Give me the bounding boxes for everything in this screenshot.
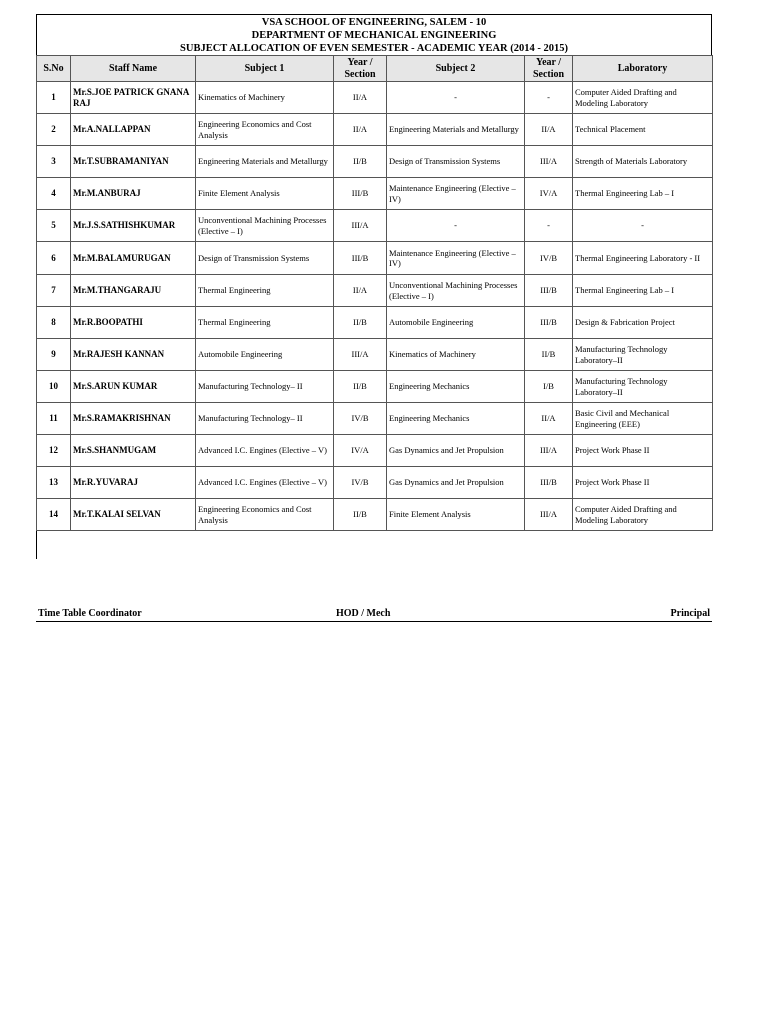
table-row — [37, 114, 713, 146]
laboratory-cell: Thermal Engineering Lab – I — [573, 178, 713, 210]
subject1-cell: Thermal Engineering — [196, 307, 334, 339]
year-section-2-cell: III/B — [525, 275, 573, 307]
table-row — [37, 82, 713, 114]
col-header-subject2: Subject 2 — [387, 56, 525, 82]
sno-cell: 4 — [37, 178, 71, 210]
laboratory-cell: Thermal Engineering Laboratory - II — [573, 242, 713, 275]
laboratory-cell: Technical Placement — [573, 114, 713, 146]
laboratory-cell: Thermal Engineering Lab – I — [573, 275, 713, 307]
year-section-1-cell: IV/B — [334, 403, 387, 435]
table-row — [37, 146, 713, 178]
subject2-cell: Engineering Mechanics — [387, 371, 525, 403]
subject2-cell: Automobile Engineering — [387, 307, 525, 339]
col-header-year-section-1: Year / Section — [334, 56, 387, 82]
year-section-1-cell: II/B — [334, 371, 387, 403]
subject1-cell: Thermal Engineering — [196, 275, 334, 307]
year-section-1-cell: II/B — [334, 146, 387, 178]
subject1-cell: Advanced I.C. Engines (Elective – V) — [196, 467, 334, 499]
sno-cell: 6 — [37, 242, 71, 275]
col-header-year-section-2: Year / Section — [525, 56, 573, 82]
year-section-2-cell: I/B — [525, 371, 573, 403]
sno-cell: 7 — [37, 275, 71, 307]
year-section-2-cell: III/B — [525, 467, 573, 499]
laboratory-cell: Design & Fabrication Project — [573, 307, 713, 339]
table-row — [37, 371, 713, 403]
year-section-2-cell: II/A — [525, 403, 573, 435]
sno-cell: 10 — [37, 371, 71, 403]
subject1-cell: Kinematics of Machinery — [196, 82, 334, 114]
subject1-cell: Design of Transmission Systems — [196, 242, 334, 275]
document-title: SUBJECT ALLOCATION OF EVEN SEMESTER - ACADEMIC YEAR (2014 - 2015) — [180, 43, 568, 54]
col-header-subject1: Subject 1 — [196, 56, 334, 82]
year-section-2-cell: III/A — [525, 146, 573, 178]
table-header-row — [37, 56, 713, 82]
sno-cell: 9 — [37, 339, 71, 371]
subject2-cell: Design of Transmission Systems — [387, 146, 525, 178]
sno-cell: 11 — [37, 403, 71, 435]
department-name: DEPARTMENT OF MECHANICAL ENGINEERING — [251, 30, 497, 41]
sno-cell: 13 — [37, 467, 71, 499]
year-section-1-cell: IV/B — [334, 467, 387, 499]
allocation-table — [36, 55, 713, 531]
subject2-cell: - — [387, 82, 525, 114]
staff-name-cell: Mr.T.KALAI SELVAN — [71, 499, 196, 531]
sno-cell: 1 — [37, 82, 71, 114]
table-row — [37, 307, 713, 339]
staff-name-cell: Mr.A.NALLAPPAN — [71, 114, 196, 146]
laboratory-cell: Basic Civil and Mechanical Engineering (EEE) — [573, 403, 713, 435]
staff-name-cell: Mr.RAJESH KANNAN — [71, 339, 196, 371]
subject1-cell: Manufacturing Technology– II — [196, 403, 334, 435]
subject2-cell: Gas Dynamics and Jet Propulsion — [387, 467, 525, 499]
year-section-2-cell: II/B — [525, 339, 573, 371]
staff-name-cell: Mr.M.ANBURAJ — [71, 178, 196, 210]
subject1-cell: Engineering Materials and Metallurgy — [196, 146, 334, 178]
sno-cell: 2 — [37, 114, 71, 146]
subject2-cell: Finite Element Analysis — [387, 499, 525, 531]
subject2-cell: Unconventional Machining Processes (Elective – I) — [387, 275, 525, 307]
table-row — [37, 467, 713, 499]
year-section-2-cell: II/A — [525, 114, 573, 146]
year-section-2-cell: III/B — [525, 307, 573, 339]
year-section-1-cell: II/B — [334, 307, 387, 339]
year-section-1-cell: IV/A — [334, 435, 387, 467]
year-section-1-cell: II/A — [334, 82, 387, 114]
laboratory-cell: Project Work Phase II — [573, 467, 713, 499]
year-section-1-cell: III/B — [334, 242, 387, 275]
col-header-staff: Staff Name — [71, 56, 196, 82]
staff-name-cell: Mr.R.YUVARAJ — [71, 467, 196, 499]
sno-cell: 14 — [37, 499, 71, 531]
hod-signature-label: HOD / Mech — [336, 608, 391, 619]
year-section-1-cell: III/A — [334, 210, 387, 242]
table-row — [37, 403, 713, 435]
subject2-cell: Engineering Mechanics — [387, 403, 525, 435]
laboratory-cell: Computer Aided Drafting and Modeling Laboratory — [573, 82, 713, 114]
year-section-1-cell: II/A — [334, 114, 387, 146]
sno-cell: 3 — [37, 146, 71, 178]
staff-name-cell: Mr.S.JOE PATRICK GNANA RAJ — [71, 82, 196, 114]
year-section-2-cell: - — [525, 82, 573, 114]
staff-name-cell: Mr.R.BOOPATHI — [71, 307, 196, 339]
subject1-cell: Engineering Economics and Cost Analysis — [196, 499, 334, 531]
laboratory-cell: Manufacturing Technology Laboratory–II — [573, 371, 713, 403]
subject2-cell: Gas Dynamics and Jet Propulsion — [387, 435, 525, 467]
staff-name-cell: Mr.M.BALAMURUGAN — [71, 242, 196, 275]
sno-cell: 5 — [37, 210, 71, 242]
table-row — [37, 499, 713, 531]
subject1-cell: Unconventional Machining Processes (Elective – I) — [196, 210, 334, 242]
subject1-cell: Engineering Economics and Cost Analysis — [196, 114, 334, 146]
year-section-2-cell: III/A — [525, 499, 573, 531]
sno-cell: 8 — [37, 307, 71, 339]
staff-name-cell: Mr.S.SHANMUGAM — [71, 435, 196, 467]
year-section-1-cell: III/A — [334, 339, 387, 371]
staff-name-cell: Mr.T.SUBRAMANIYAN — [71, 146, 196, 178]
year-section-2-cell: IV/B — [525, 242, 573, 275]
subject1-cell: Finite Element Analysis — [196, 178, 334, 210]
subject2-cell: Maintenance Engineering (Elective – IV) — [387, 242, 525, 275]
year-section-1-cell: III/B — [334, 178, 387, 210]
allocation-sheet — [36, 14, 712, 559]
laboratory-cell: Computer Aided Drafting and Modeling Laboratory — [573, 499, 713, 531]
col-header-laboratory: Laboratory — [573, 56, 713, 82]
sno-cell: 12 — [37, 435, 71, 467]
subject2-cell: Engineering Materials and Metallurgy — [387, 114, 525, 146]
staff-name-cell: Mr.M.THANGARAJU — [71, 275, 196, 307]
laboratory-cell: - — [573, 210, 713, 242]
subject1-cell: Automobile Engineering — [196, 339, 334, 371]
table-row — [37, 275, 713, 307]
subject2-cell: - — [387, 210, 525, 242]
subject1-cell: Manufacturing Technology– II — [196, 371, 334, 403]
year-section-2-cell: IV/A — [525, 178, 573, 210]
table-body — [37, 82, 713, 531]
staff-name-cell: Mr.J.S.SATHISHKUMAR — [71, 210, 196, 242]
laboratory-cell: Strength of Materials Laboratory — [573, 146, 713, 178]
subject2-cell: Maintenance Engineering (Elective – IV) — [387, 178, 525, 210]
school-name: VSA SCHOOL OF ENGINEERING, SALEM - 10 — [261, 17, 487, 28]
laboratory-cell: Manufacturing Technology Laboratory–II — [573, 339, 713, 371]
year-section-1-cell: II/B — [334, 499, 387, 531]
table-tail-border — [36, 531, 37, 559]
col-header-sno: S.No — [37, 56, 71, 82]
year-section-2-cell: - — [525, 210, 573, 242]
coordinator-signature-label: Time Table Coordinator — [38, 608, 142, 619]
table-row — [37, 178, 713, 210]
year-section-2-cell: III/A — [525, 435, 573, 467]
principal-signature-label: Principal — [670, 608, 710, 619]
table-row — [37, 435, 713, 467]
staff-name-cell: Mr.S.RAMAKRISHNAN — [71, 403, 196, 435]
document-header — [36, 14, 712, 55]
year-section-1-cell: II/A — [334, 275, 387, 307]
table-row — [37, 210, 713, 242]
signature-footer — [36, 608, 712, 622]
laboratory-cell: Project Work Phase II — [573, 435, 713, 467]
subject2-cell: Kinematics of Machinery — [387, 339, 525, 371]
staff-name-cell: Mr.S.ARUN KUMAR — [71, 371, 196, 403]
table-row — [37, 339, 713, 371]
table-row — [37, 242, 713, 275]
subject1-cell: Advanced I.C. Engines (Elective – V) — [196, 435, 334, 467]
